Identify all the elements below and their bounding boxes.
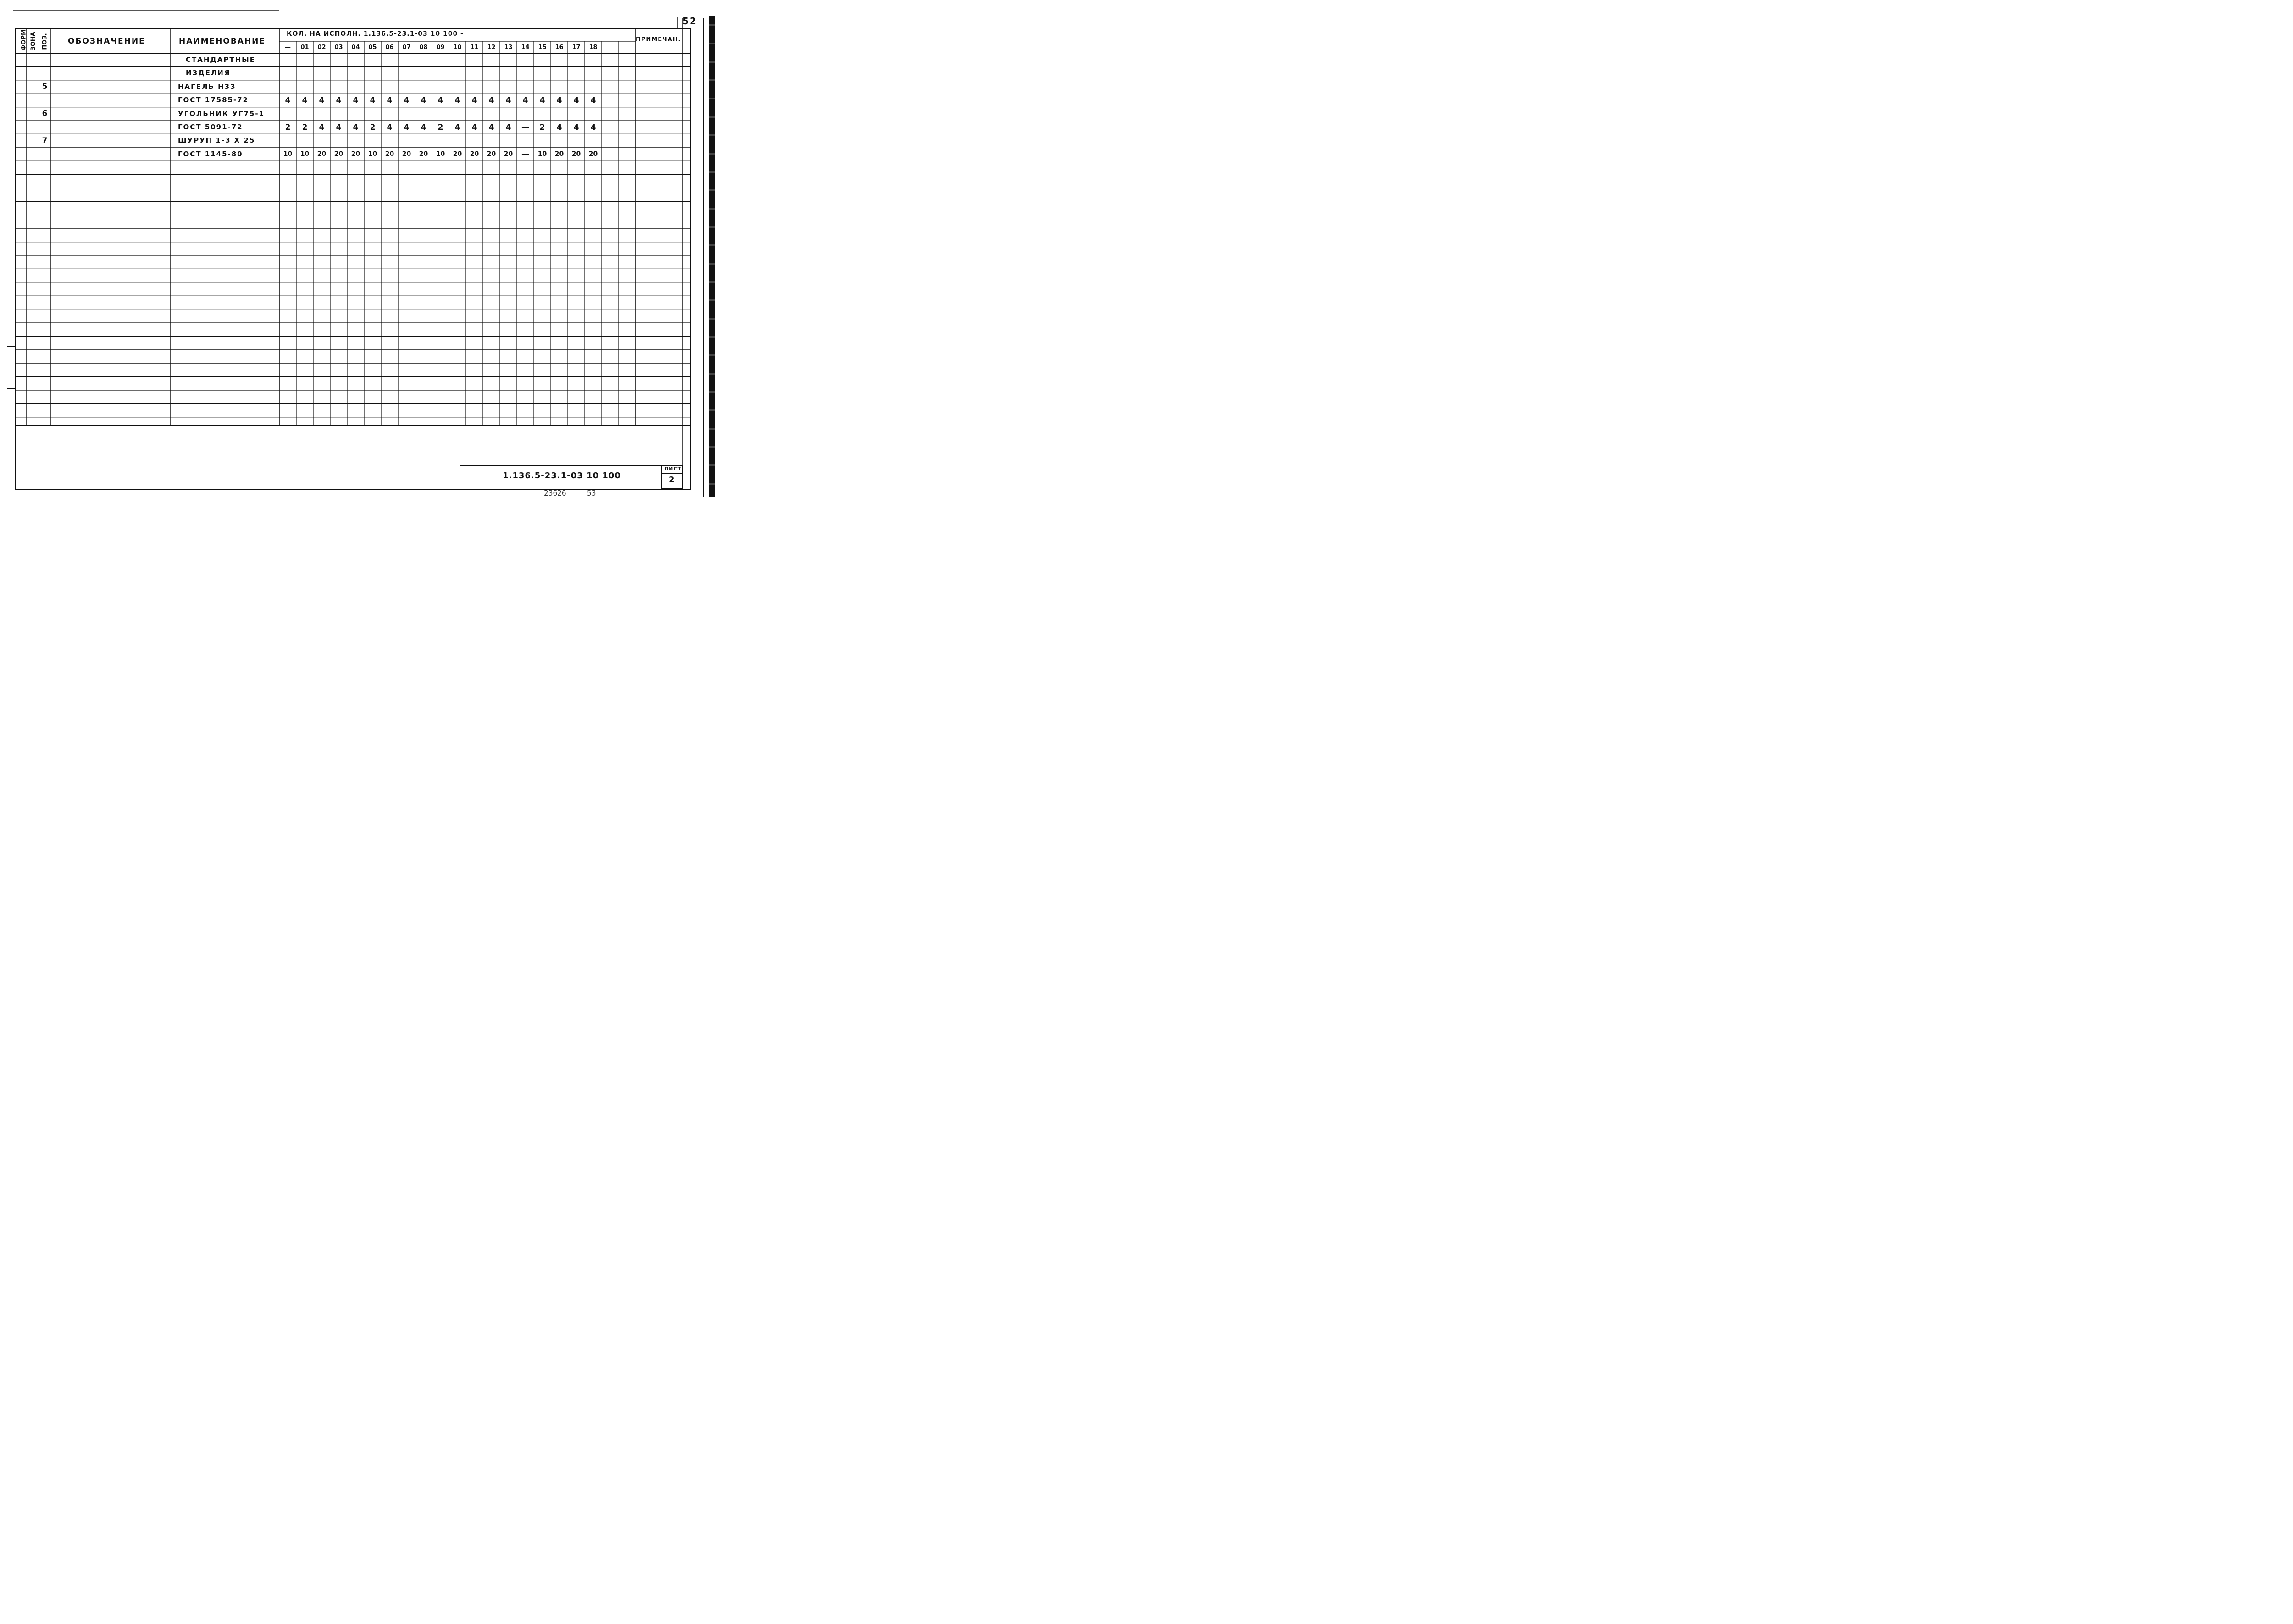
variant-header-3: 03 [334,44,343,51]
variant-header-5: 05 [368,44,377,51]
qty-cell: 4 [421,95,426,105]
qty-cell: 4 [556,122,562,132]
qty-cell: 4 [488,95,494,105]
qty-cell: — [521,149,529,159]
header-position: ПОЗ. [41,33,49,50]
qty-cell: 4 [505,95,511,105]
qty-cell: 4 [471,122,477,132]
sheet-number: 2 [669,475,676,485]
header-zone: ЗОНА [30,32,37,51]
variant-header-2: 02 [317,44,326,51]
qty-cell: 2 [370,122,376,132]
qty-cell: 4 [336,122,342,132]
right-edge-line [703,18,704,497]
qty-cell: 4 [387,122,393,132]
variant-header-6: 06 [385,44,394,51]
qty-cell: 4 [319,95,325,105]
qty-cell: 4 [573,95,579,105]
variant-header-18: 18 [589,44,598,51]
variant-header-7: 07 [402,44,411,51]
variant-header-8: 08 [419,44,428,51]
qty-cell: 20 [419,150,428,158]
qty-cell: 4 [421,122,426,132]
sheet-box-divider [661,473,682,474]
qty-cell: 2 [285,122,291,132]
qty-cell: 4 [353,95,359,105]
variant-header-19 [602,41,619,53]
row-position: 7 [42,136,48,146]
qty-cell: 2 [438,122,443,132]
qty-cell: 4 [404,95,410,105]
header-name: НАИМЕНОВАНИЕ [179,37,266,46]
qty-cell: 20 [571,150,581,158]
qty-cell: 10 [537,150,547,158]
qty-cell: 4 [488,122,494,132]
qty-cell: 4 [505,122,511,132]
variant-header-20 [619,41,636,53]
row-position: 6 [42,109,48,119]
document-number: 1.136.5-23.1-03 10 100 [503,471,621,481]
qty-cell: 20 [470,150,479,158]
qty-cell: 4 [285,95,291,105]
sheet-label: ЛИСТ [664,466,681,472]
variant-header-16: 16 [555,44,564,51]
row-name: УГОЛЬНИК УГ75-1 [178,109,265,118]
qty-cell: 20 [317,150,327,158]
qty-cell: 2 [302,122,308,132]
top-thin-line [13,10,279,11]
qty-cell: 20 [588,150,598,158]
header-qty-caption: КОЛ. НА ИСПОЛН. 1.136.5-23.1-03 10 100 - [287,30,464,38]
header-notes: ПРИМЕЧАН. [636,36,681,43]
row-name: ИЗДЕЛИЯ [186,69,231,77]
qty-cell: 4 [539,95,545,105]
qty-cell: 20 [334,150,343,158]
row-name: НАГЕЛЬ Н33 [178,82,236,91]
table-grid [0,0,719,502]
qty-cell: 4 [302,95,308,105]
row-name: СТАНДАРТНЫЕ [186,55,255,64]
variant-header-14: 14 [521,44,530,51]
qty-cell: 20 [453,150,462,158]
qty-cell: 4 [522,95,528,105]
row-position: 5 [42,82,48,92]
qty-cell: 4 [387,95,393,105]
binding-edge [709,16,715,497]
header-designation: ОБОЗНАЧЕНИЕ [68,37,145,46]
variant-header-1: 01 [300,44,309,51]
qty-cell: 4 [370,95,376,105]
qty-cell: 10 [436,150,445,158]
page-number: 53 [587,489,596,498]
qty-cell: 4 [590,122,596,132]
qty-cell: 2 [539,122,545,132]
qty-cell: 4 [573,122,579,132]
variant-header-4: 04 [351,44,360,51]
archive-number: 23626 [544,489,566,498]
row-name: ГОСТ 5091-72 [178,123,243,131]
variant-header-17: 17 [572,44,581,51]
variant-header-13: 13 [504,44,513,51]
variant-header-0: — [285,44,291,51]
qty-cell: 20 [402,150,411,158]
qty-cell: 10 [283,150,293,158]
qty-cell: 4 [471,95,477,105]
qty-cell: 4 [454,122,460,132]
qty-cell: 20 [385,150,394,158]
qty-cell: — [521,122,529,132]
qty-cell: 4 [590,95,596,105]
qty-cell: 20 [504,150,513,158]
qty-cell: 4 [404,122,410,132]
qty-cell: 10 [300,150,310,158]
qty-cell: 4 [336,95,342,105]
qty-cell: 4 [438,95,443,105]
sheet-mark: 52 [682,16,697,27]
qty-cell: 20 [554,150,564,158]
row-name: ГОСТ 17585-72 [178,96,249,105]
variant-header-15: 15 [538,44,547,51]
qty-cell: 10 [368,150,377,158]
variant-header-9: 09 [436,44,445,51]
variant-header-10: 10 [453,44,462,51]
row-name: ШУРУП 1-3 Х 25 [178,136,255,145]
qty-cell: 4 [556,95,562,105]
header-form: ФОРМ [20,29,28,51]
variant-header-11: 11 [470,44,479,51]
qty-cell: 20 [351,150,360,158]
variant-header-12: 12 [487,44,496,51]
qty-cell: 4 [319,122,325,132]
row-name: ГОСТ 1145-80 [178,149,243,158]
qty-cell: 20 [487,150,496,158]
qty-cell: 4 [353,122,359,132]
qty-cell: 4 [454,95,460,105]
